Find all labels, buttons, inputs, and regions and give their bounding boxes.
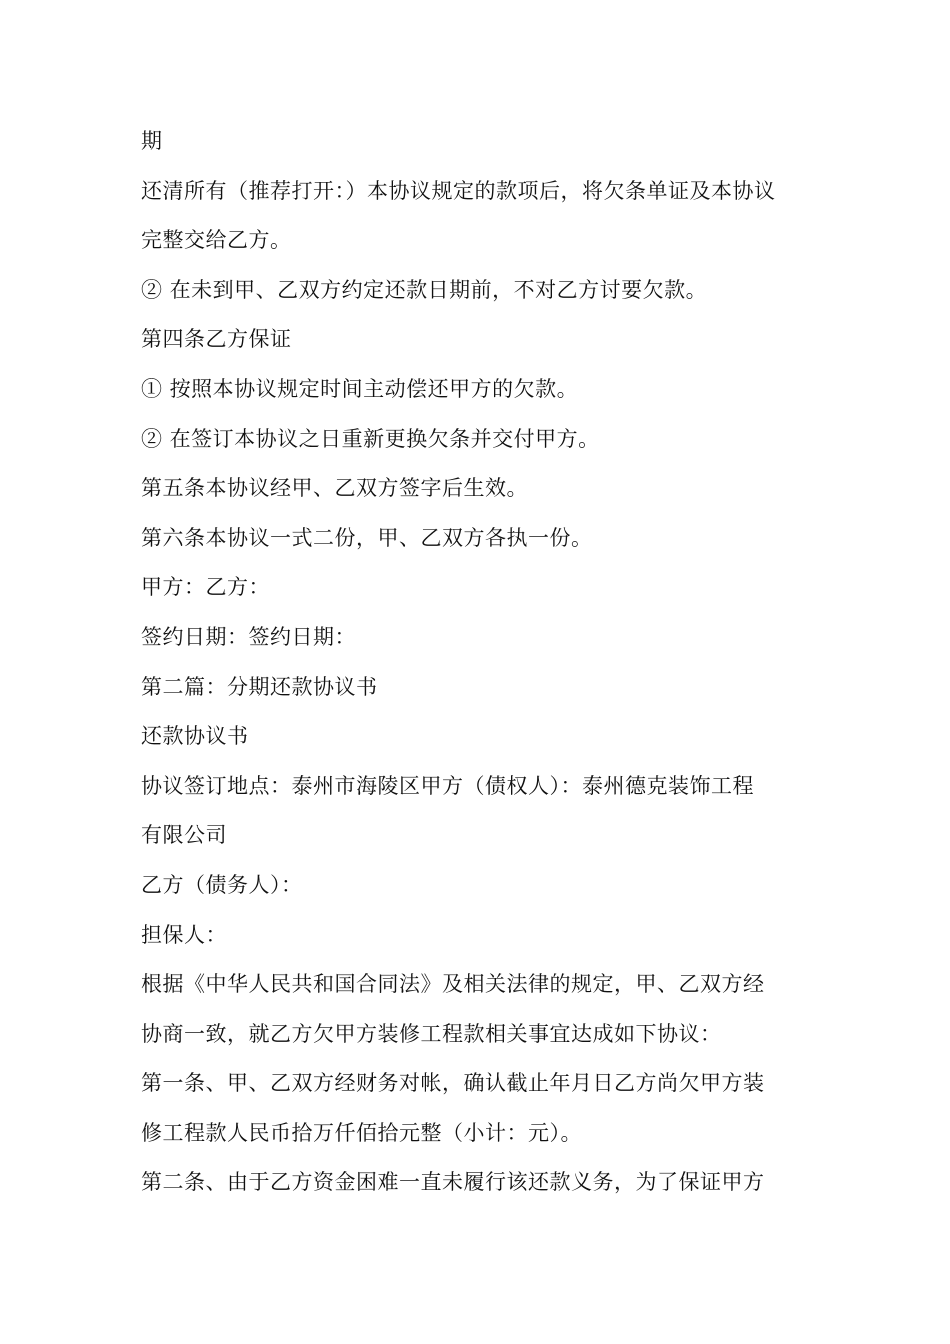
text-line: 协议签订地点：泰州市海陵区甲方（债权人）：泰州德克装饰工程 — [141, 773, 754, 798]
text-line: 期 — [141, 129, 163, 153]
text-line: 第二条、由于乙方资金困难一直未履行该还款义务，为了保证甲方 — [141, 1170, 765, 1195]
signature-dates: 签约日期：签约日期： — [141, 624, 356, 649]
section-heading: 第四条乙方保证 — [141, 327, 292, 352]
signature-parties: 甲方：乙方： — [141, 575, 270, 600]
text-line: ② 在签订本协议之日重新更换欠条并交付甲方。 — [141, 426, 600, 451]
text-line: 还清所有（推荐打开：）本协议规定的款项后，将欠条单证及本协议 — [141, 178, 776, 203]
text-line: 第一条、甲、乙双方经财务对帐，确认截止年月日乙方尚欠甲方装 — [141, 1071, 765, 1096]
document-body — [141, 117, 841, 1208]
text-line: ① 按照本协议规定时间主动偿还甲方的欠款。 — [141, 376, 579, 401]
text-line: 有限公司 — [141, 823, 227, 848]
text-line: ② 在未到甲、乙双方约定还款日期前，不对乙方讨要欠款。 — [141, 277, 708, 302]
text-line: 根据《中华人民共和国合同法》及相关法律的规定，甲、乙双方经 — [141, 972, 765, 997]
document-title: 还款协议书 — [141, 724, 249, 749]
text-line: 第五条本协议经甲、乙双方签字后生效。 — [141, 476, 528, 501]
text-line: 协商一致，就乙方欠甲方装修工程款相关事宜达成如下协议： — [141, 1021, 722, 1046]
text-line: 完整交给乙方。 — [141, 228, 292, 253]
text-line: 第六条本协议一式二份，甲、乙双方各执一份。 — [141, 525, 593, 550]
text-line: 乙方（债务人）： — [141, 872, 303, 897]
text-line: 修工程款人民币拾万仟佰拾元整（小计：元）。 — [141, 1120, 582, 1145]
text-line: 担保人： — [141, 922, 227, 947]
chapter-title: 第二篇：分期还款协议书 — [141, 674, 378, 699]
